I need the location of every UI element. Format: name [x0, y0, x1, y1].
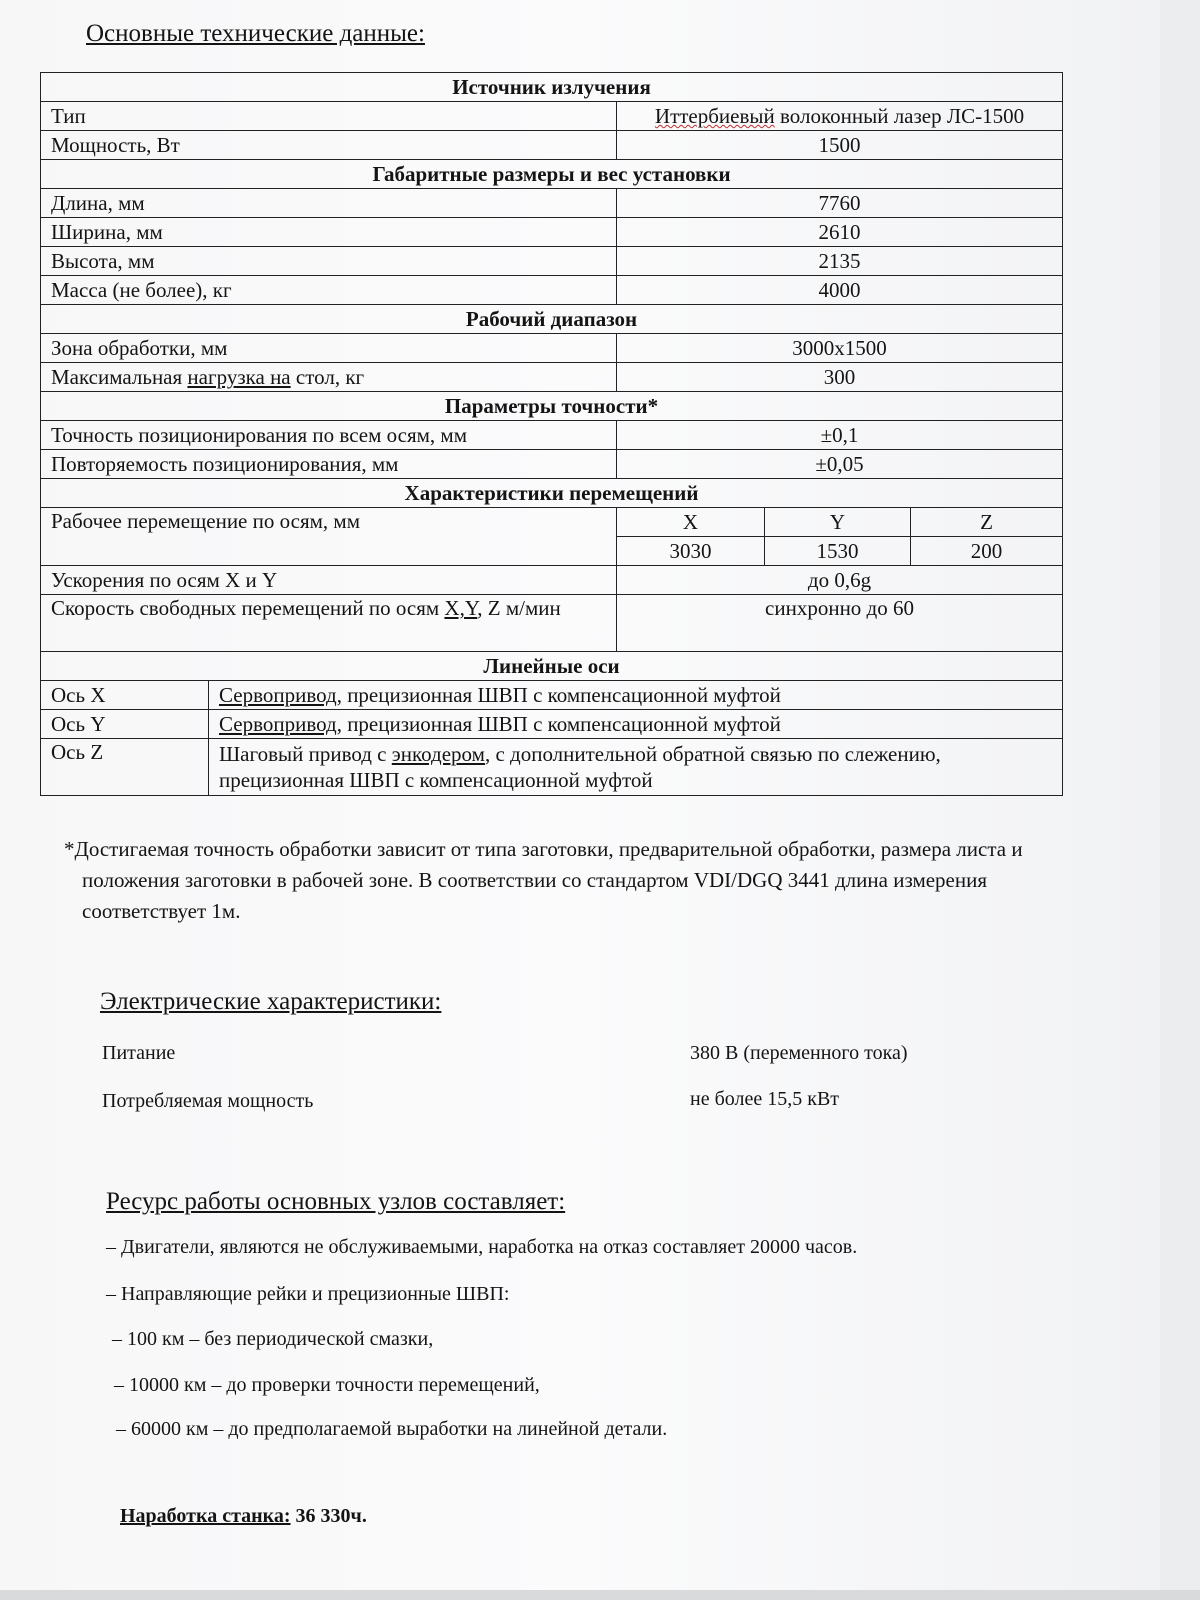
- label-text: стол, кг: [290, 365, 365, 389]
- label-text: , Z м/мин: [477, 596, 561, 620]
- row-value: 7760: [617, 189, 1063, 218]
- section-dimensions: [41, 160, 1063, 189]
- row-label: Ось Y: [41, 710, 209, 739]
- travel-value-y: 1530: [765, 537, 911, 566]
- section-header: Габаритные размеры и вес установки: [41, 160, 1063, 189]
- table-row: [41, 218, 1063, 247]
- row-value: 3000x1500: [617, 334, 1063, 363]
- value-text: , прецизионная ШВП с компенсационной муфтой: [336, 683, 781, 707]
- underlined-text: Сервопривод: [219, 683, 337, 707]
- resource-line: – 60000 км – до предполагаемой выработки на линейной детали.: [116, 1418, 668, 1440]
- underlined-text: X,Y: [444, 596, 478, 620]
- row-label: Мощность, Вт: [41, 131, 617, 160]
- axis-header-y: Y: [765, 508, 911, 537]
- table-row: [41, 739, 1063, 796]
- table-row: [41, 710, 1063, 739]
- table-row: [41, 508, 1063, 537]
- underlined-text: нагрузка на: [187, 365, 291, 389]
- row-label: Повторяемость позиционирования, мм: [41, 450, 617, 479]
- table-row: [41, 189, 1063, 218]
- axis-header-z: Z: [911, 508, 1063, 537]
- section-header: Рабочий диапазон: [41, 305, 1063, 334]
- section-header: Линейные оси: [41, 652, 1063, 681]
- section-linear: [41, 652, 1063, 681]
- resource-line: – 100 км – без периодической смазки,: [112, 1328, 434, 1350]
- row-label: Зона обработки, мм: [41, 334, 617, 363]
- table-row: [41, 334, 1063, 363]
- page-edge: [0, 1590, 1200, 1600]
- resource-line: – Двигатели, являются не обслуживаемыми, наработка на отказ составляет 20000 часов.: [106, 1236, 858, 1258]
- underlined-text: энкодером: [391, 742, 485, 766]
- row-value: до 0,6g: [617, 566, 1063, 595]
- supply-value: 380 В (переменного тока): [690, 1042, 908, 1064]
- row-label: Ускорения по осям X и Y: [41, 566, 617, 595]
- row-label: Точность позиционирования по всем осям, мм: [41, 421, 617, 450]
- spellcheck-word: Иттербиевый: [654, 104, 775, 128]
- underlined-text: Сервопривод: [219, 712, 337, 736]
- value-text: , прецизионная ШВП с компенсационной муфтой: [336, 712, 781, 736]
- table-row: [41, 421, 1063, 450]
- spec-table: [40, 72, 1063, 796]
- footnote: *Достигаемая точность обработки зависит от типа заготовки, предварительной обработки, размера листа и положения заготовки в рабочей зоне. В соответствии со стандартом VDI/DGQ 3441 длина измерения соответствует 1м.: [64, 837, 1023, 923]
- table-row: [41, 131, 1063, 160]
- row-value: 1500: [617, 131, 1063, 160]
- table-row: [41, 595, 1063, 652]
- runtime-label: Наработка станка:: [120, 1505, 291, 1527]
- section-range: [41, 305, 1063, 334]
- section-accuracy: [41, 392, 1063, 421]
- table-row: [41, 363, 1063, 392]
- row-value: [209, 739, 1063, 796]
- row-value: 300: [617, 363, 1063, 392]
- supply-label: Питание: [102, 1042, 176, 1064]
- section-source: [41, 73, 1063, 102]
- table-row: [41, 450, 1063, 479]
- row-label: Масса (не более), кг: [41, 276, 617, 305]
- consumption-value: не более 15,5 кВт: [690, 1088, 840, 1110]
- section-movement: [41, 479, 1063, 508]
- row-label: Ось Z: [41, 739, 209, 796]
- value-text: волоконный лазер ЛС-1500: [774, 104, 1025, 128]
- travel-value-z: 200: [911, 537, 1063, 566]
- section-header: Источник излучения: [41, 73, 1063, 102]
- resource-heading: Ресурс работы основных узлов составляет:: [106, 1188, 566, 1215]
- row-label: Рабочее перемещение по осям, мм: [41, 508, 617, 566]
- row-value: ±0,1: [617, 421, 1063, 450]
- travel-value-x: 3030: [617, 537, 765, 566]
- value-text: , с дополнительной обратной связью по слежению, прецизионная ШВП с компенсационной муфтой: [219, 742, 941, 792]
- electrical-heading: Электрические характеристики:: [100, 988, 442, 1015]
- table-row: [41, 102, 1063, 131]
- row-label: Тип: [41, 102, 617, 131]
- row-value: синхронно до 60: [617, 595, 1063, 652]
- resource-line: – 10000 км – до проверки точности перемещений,: [114, 1374, 540, 1396]
- row-label: Ширина, мм: [41, 218, 617, 247]
- page-title: Основные технические данные:: [86, 20, 425, 47]
- label-text: Скорость свободных перемещений по осям: [51, 596, 445, 620]
- row-value: [209, 681, 1063, 710]
- table-row: [41, 276, 1063, 305]
- row-value: ±0,05: [617, 450, 1063, 479]
- axis-header-x: X: [617, 508, 765, 537]
- table-row: [41, 681, 1063, 710]
- row-label: [41, 363, 617, 392]
- runtime-value: 36 330ч.: [290, 1505, 367, 1527]
- row-value: 2610: [617, 218, 1063, 247]
- section-header: Характеристики перемещений: [41, 479, 1063, 508]
- row-value: [209, 710, 1063, 739]
- row-label: [41, 595, 617, 652]
- section-header: Параметры точности*: [41, 392, 1063, 421]
- label-text: Максимальная: [51, 365, 188, 389]
- row-value: [617, 102, 1063, 131]
- resource-line: – Направляющие рейки и прецизионные ШВП:: [106, 1283, 510, 1305]
- consumption-label: Потребляемая мощность: [102, 1090, 314, 1112]
- value-text: Шаговый привод с: [219, 742, 392, 766]
- row-label: Длина, мм: [41, 189, 617, 218]
- table-row: [41, 247, 1063, 276]
- row-value: 2135: [617, 247, 1063, 276]
- machine-runtime: [120, 1505, 367, 1528]
- row-value: 4000: [617, 276, 1063, 305]
- table-row: [41, 566, 1063, 595]
- row-label: Высота, мм: [41, 247, 617, 276]
- row-label: Ось X: [41, 681, 209, 710]
